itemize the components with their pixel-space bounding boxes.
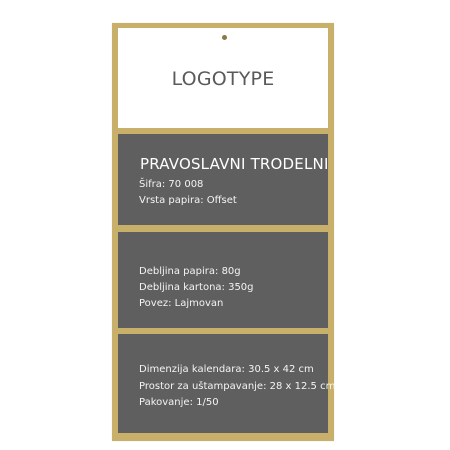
product-title: PRAVOSLAVNI TRODELNI — [140, 155, 329, 173]
logotype: LOGOTYPE — [171, 68, 275, 90]
hanging-hole-icon — [222, 35, 227, 40]
card-weight: Debljina kartona: 350g — [139, 282, 254, 293]
specs-panel — [118, 232, 328, 328]
calendar-card — [112, 23, 334, 441]
print-area: Prostor za uštampavanje: 28 x 12.5 cm — [139, 381, 336, 392]
paper-type: Vrsta papira: Offset — [139, 195, 237, 206]
paper-weight: Debljina papira: 80g — [139, 266, 241, 277]
packaging: Pakovanje: 1/50 — [139, 397, 219, 408]
logo-panel — [118, 28, 328, 128]
product-code: Šifra: 70 008 — [139, 179, 204, 190]
product-info-panel — [118, 134, 328, 225]
dimensions-panel — [118, 334, 336, 433]
binding: Povez: Lajmovan — [139, 298, 224, 309]
calendar-size: Dimenzija kalendara: 30.5 x 42 cm — [139, 364, 314, 375]
